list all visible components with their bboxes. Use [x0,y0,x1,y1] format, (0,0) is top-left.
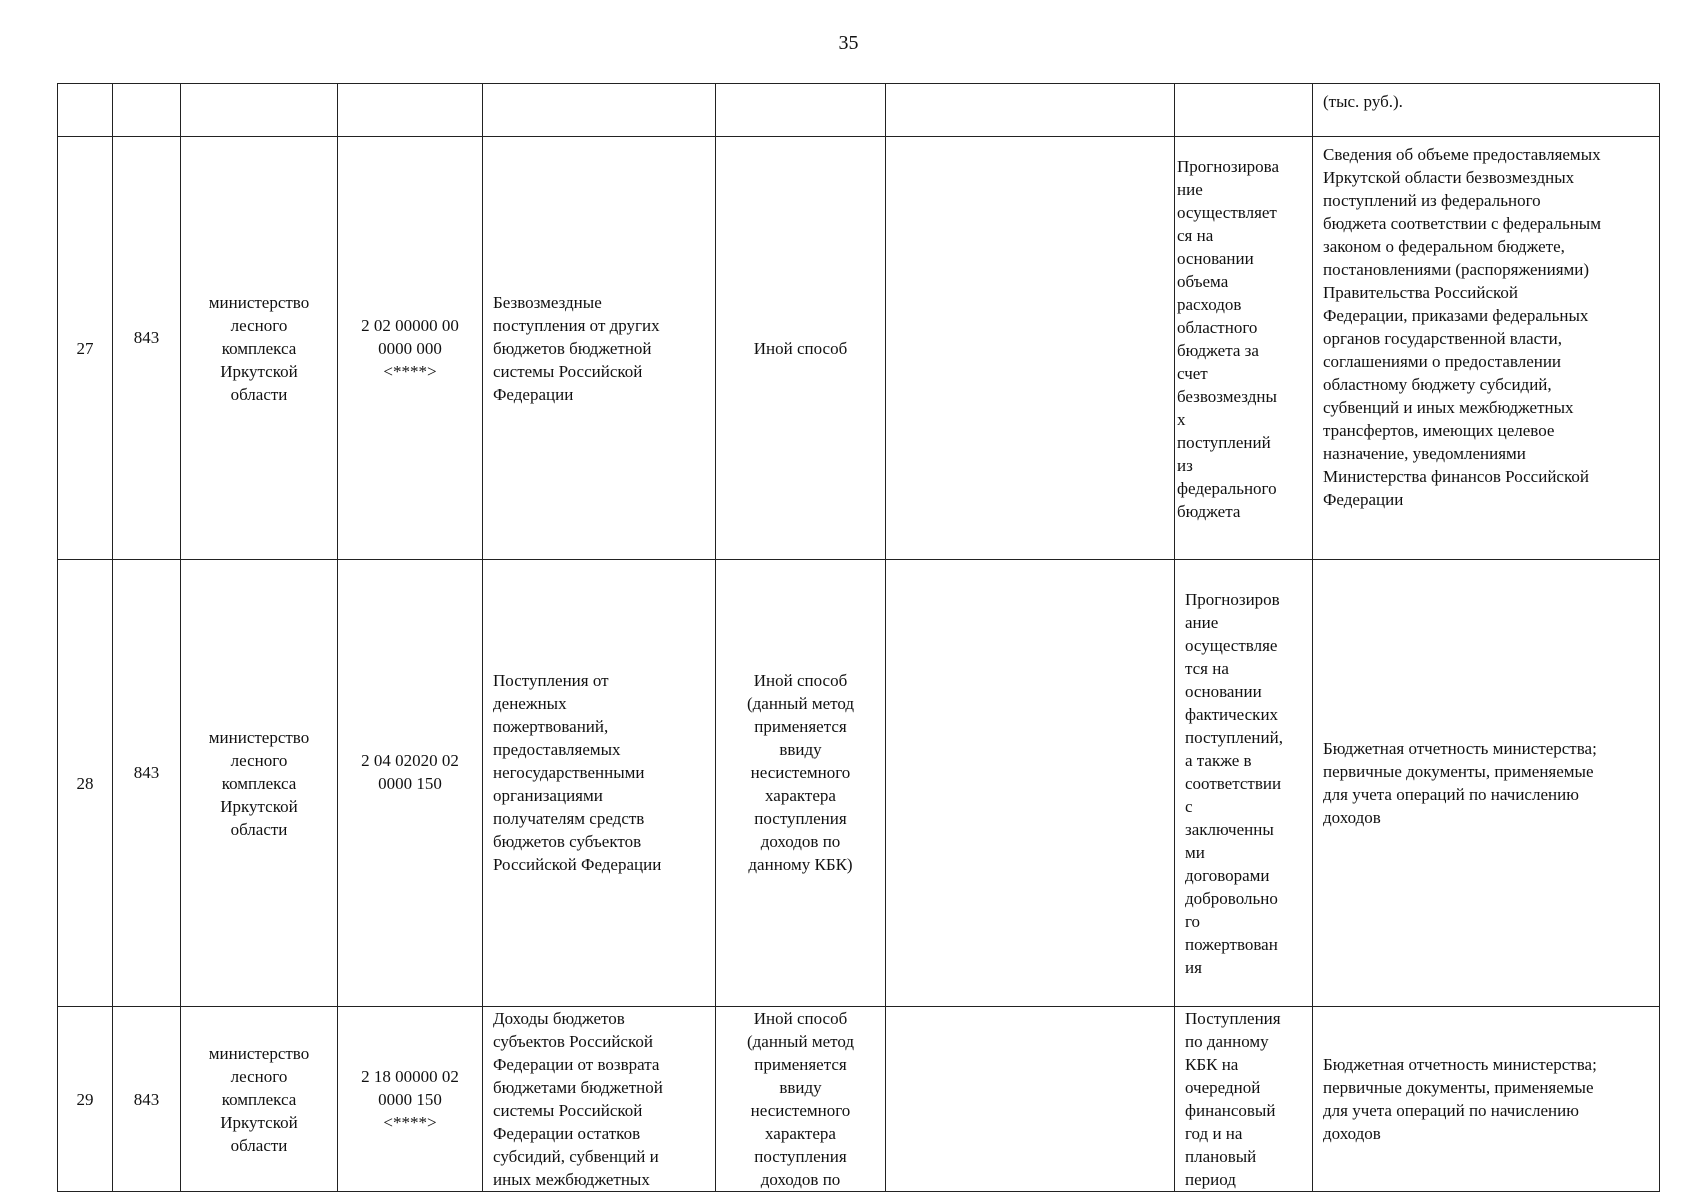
forecast-formula [886,560,1175,1007]
header-cell-formula [886,84,1175,137]
admin-name: министерство лесного комплекса Иркутской области [181,560,338,1007]
revenue-forecast-table [57,83,1660,1192]
forecast-algorithm: Поступления по данному КБК на очередной финансовый год и на плановый период [1175,1007,1313,1192]
row-number: 27 [58,137,113,560]
table-header-row [58,84,1660,137]
kbk-code: 2 02 00000 00 0000 000 <****> [338,137,483,560]
admin-code: 843 [113,137,181,560]
forecast-method: Иной способ (данный метод применяется ввиду несистемного характера поступления доходов по [716,1007,886,1192]
header-cell-kbk [338,84,483,137]
unit-note: (тыс. руб.). [1313,84,1660,137]
table-row [58,560,1660,1007]
table-row [58,137,1660,560]
income-name: Безвозмездные поступления от других бюджетов бюджетной системы Российской Федерации [483,137,716,560]
kbk-code: 2 04 02020 02 0000 150 [338,560,483,1007]
table-row [58,1007,1660,1192]
forecast-formula [886,1007,1175,1192]
header-cell-method [716,84,886,137]
forecast-algorithm: Прогнозиров ание осуществляе тся на основании фактических поступлений, а также в соответствии с заключенны ми договорами добровольно го пожертвован ия [1175,560,1313,1007]
admin-code: 843 [113,1007,181,1192]
header-cell-income-name [483,84,716,137]
page-number: 35 [838,32,859,54]
kbk-code: 2 18 00000 02 0000 150 <****> [338,1007,483,1192]
data-basis: Бюджетная отчетность министерства; первичные документы, применяемые для учета операций по начислению доходов [1313,560,1660,1007]
forecast-method: Иной способ (данный метод применяется ввиду несистемного характера поступления доходов по данному КБК) [716,560,886,1007]
forecast-algorithm: Прогнозирова ние осуществляет ся на основании объема расходов областного бюджета за счет безвозмездны х поступлений из федерального бюджета [1175,137,1313,560]
row-number: 28 [58,560,113,1007]
income-name: Доходы бюджетов субъектов Российской Федерации от возврата бюджетами бюджетной системы Российской Федерации остатков субсидий, субвенций и иных межбюджетных [483,1007,716,1192]
income-name: Поступления от денежных пожертвований, предоставляемых негосударственными организациями получателям средств бюджетов субъектов Российской Федерации [483,560,716,1007]
header-cell-admin-code [113,84,181,137]
admin-code: 843 [113,560,181,1007]
header-cell-num [58,84,113,137]
header-cell-algorithm [1175,84,1313,137]
forecast-method: Иной способ [716,137,886,560]
forecast-formula [886,137,1175,560]
header-cell-admin-name [181,84,338,137]
admin-name: министерство лесного комплекса Иркутской области [181,137,338,560]
row-number: 29 [58,1007,113,1192]
data-basis: Сведения об объеме предоставляемых Иркутской области безвозмездных поступлений из федерального бюджета соответствии с федеральным законом о федеральном бюджете, постановлениями (распоряжениями) Правительства Российской Федерации, приказами федеральных органов государственной власти, соглашениями о предоставлении областному бюджету субсидий, субвенций и иных межбюджетных трансфертов, имеющих целевое назначение, уведомлениями Министерства финансов Российской Федерации [1313,137,1660,560]
admin-name: министерство лесного комплекса Иркутской области [181,1007,338,1192]
data-basis: Бюджетная отчетность министерства; первичные документы, применяемые для учета операций по начислению доходов [1313,1007,1660,1192]
